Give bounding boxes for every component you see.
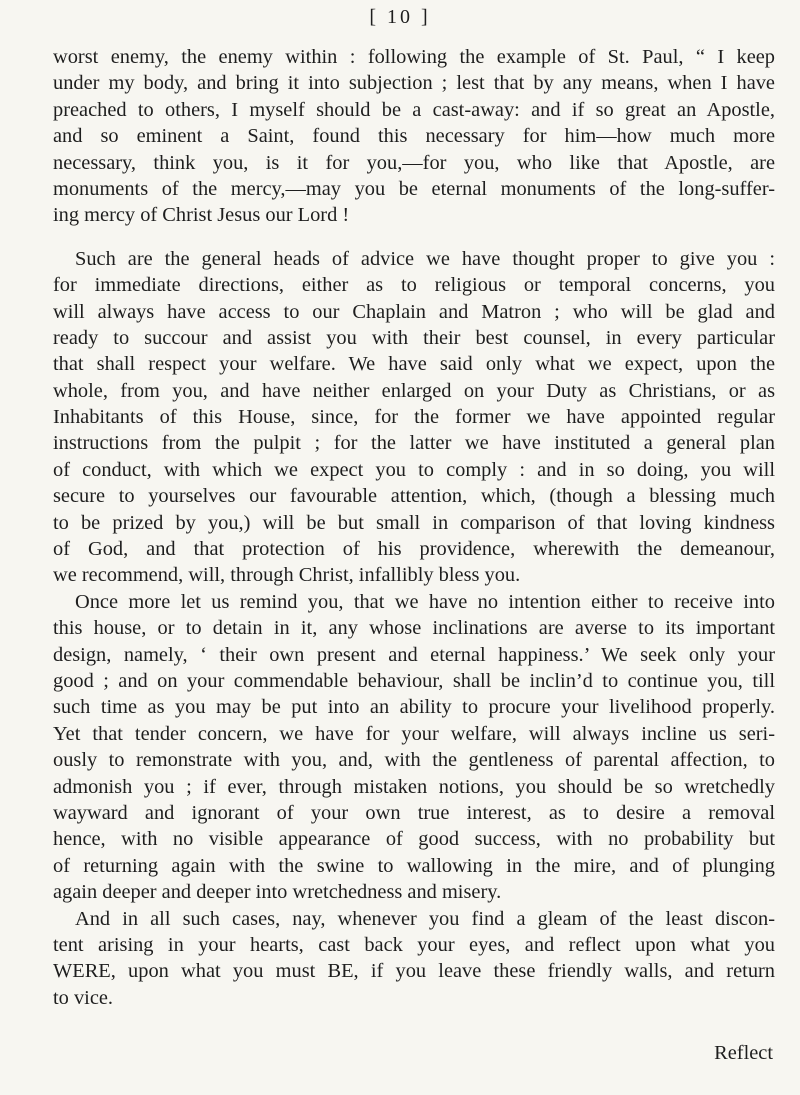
text-line: will always have access to our Chaplain and Matron ; who will be glad and — [53, 300, 775, 323]
paragraph-gap — [53, 229, 775, 246]
text-line: hence, with no visible appearance of good success, with no probability but — [53, 828, 775, 851]
text-line: And in all such cases, nay, whenever you find a gleam of the least discon- — [75, 907, 775, 930]
text-line: that shall respect your welfare. We have said only what we expect, upon the — [53, 353, 775, 376]
text-line: such time as you may be put into an ability to procure your livelihood properly. — [53, 696, 775, 719]
text-line: again deeper and deeper into wretchedness and misery. — [53, 881, 502, 904]
text-line: Yet that tender concern, we have for your welfare, will always incline us seri- — [53, 722, 775, 745]
text-line: to be prized by you,) will be but small in comparison of that loving kindness — [53, 511, 775, 534]
text-line: and so eminent a Saint, found this necessary for him—how much more — [53, 125, 775, 148]
body-text — [53, 44, 775, 1011]
text-line: tent arising in your hearts, cast back your eyes, and reflect upon what you — [53, 933, 775, 956]
text-line: this house, or to detain in it, any whose inclinations are averse to its important — [53, 617, 775, 640]
text-line: secure to yourselves our favourable attention, which, (though a blessing much — [53, 485, 775, 508]
text-line: necessary, think you, is it for you,—for you, who like that Apostle, are — [53, 151, 775, 174]
text-line: instructions from the pulpit ; for the latter we have instituted a general plan — [53, 432, 775, 455]
text-line: Such are the general heads of advice we have thought proper to give you : — [75, 247, 775, 270]
text-line: of returning again with the swine to wallowing in the mire, and of plunging — [53, 854, 775, 877]
text-line: to vice. — [53, 986, 114, 1009]
text-line: Inhabitants of this House, since, for the former we have appointed regular — [53, 406, 775, 429]
text-line: admonish you ; if ever, through mistaken notions, you should be so wretchedly — [53, 775, 775, 798]
catchword: Reflect — [714, 1042, 773, 1064]
text-line: whole, from you, and have neither enlarged on your Duty as Christians, or as — [53, 379, 775, 402]
text-line: Once more let us remind you, that we have no intention either to receive into — [75, 590, 775, 613]
text-line: of God, and that protection of his providence, wherewith the demeanour, — [53, 538, 775, 561]
text-line: for immediate directions, either as to religious or temporal concerns, you — [53, 274, 775, 297]
text-line: WERE, upon what you must BE, if you leave these friendly walls, and return — [53, 960, 775, 983]
text-line: of conduct, with which we expect you to comply : and in so doing, you will — [53, 458, 775, 481]
text-line: ready to succour and assist you with their best counsel, in every particular — [53, 326, 775, 349]
text-line: ing mercy of Christ Jesus our Lord ! — [53, 204, 350, 227]
text-line: we recommend, will, through Christ, infallibly bless you. — [53, 564, 521, 587]
text-line: good ; and on your commendable behaviour, shall be inclin’d to continue you, till — [53, 669, 775, 692]
text-line: worst enemy, the enemy within : following the example of St. Paul, “ I keep — [53, 46, 775, 68]
text-line: ously to remonstrate with you, and, with the gentleness of parental affection, to — [53, 749, 775, 772]
text-line: preached to others, I myself should be a cast-away: and if so great an Apostle, — [53, 98, 775, 121]
text-line: monuments of the mercy,—may you be eternal monuments of the long-suffer- — [53, 177, 775, 200]
text-line: wayward and ignorant of your own true interest, as to desire a removal — [53, 801, 775, 824]
text-line: design, namely, ‘ their own present and eternal happiness.’ We seek only your — [53, 643, 775, 666]
page-number: [ 10 ] — [369, 6, 431, 28]
text-line: under my body, and bring it into subjection ; lest that by any means, when I have — [53, 72, 775, 95]
